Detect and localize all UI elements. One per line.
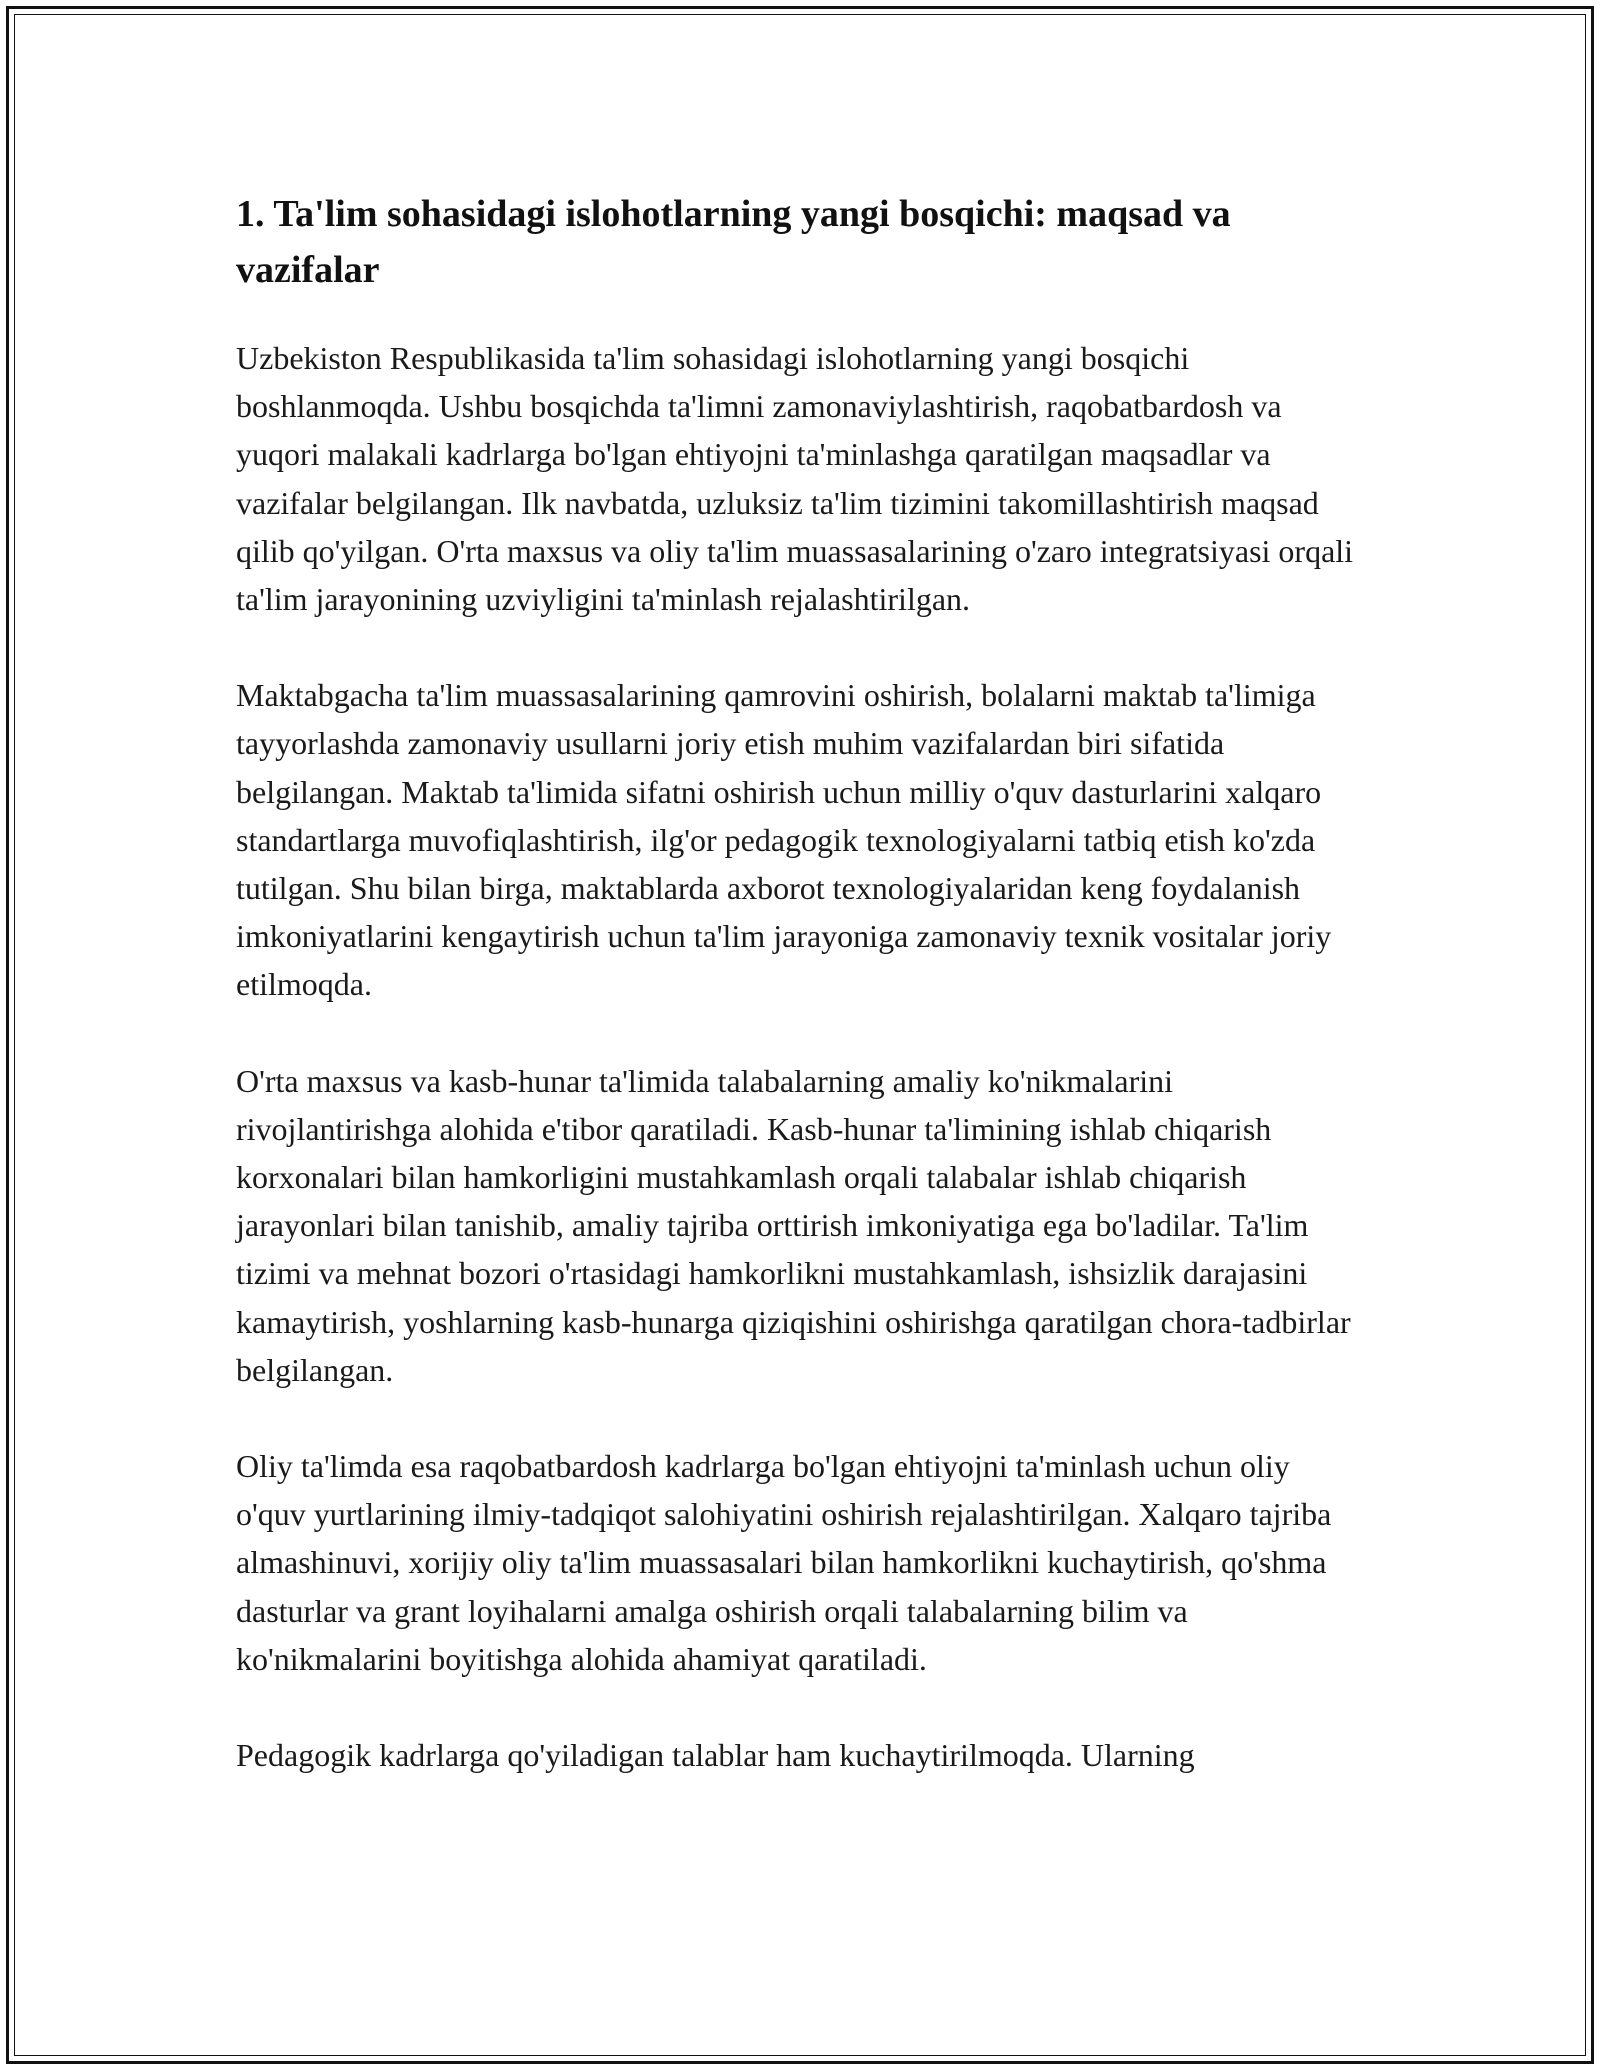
- section-heading: 1. Ta'lim sohasidagi islohotlarning yangi bosqichi: maqsad va vazifalar: [236, 193, 1231, 291]
- paragraph-1: Uzbekiston Respublikasida ta'lim sohasidagi islohotlarning yangi bosqichi boshlanmoqda. Ushbu bosqichda ta'limni zamonaviylashtirish, raqobatbardosh va yuqori malakali kadrlarga bo'lgan ehtiyojni ta'minlashga qaratilgan maqsadlar va vazifalar belgilangan. Ilk navbatda, uzluksiz ta'lim tizimini takomillashtirish maqsad qilib qo'yilgan. O'rta maxsus va oliy ta'lim muassasalarining o'zaro integratsiyasi orqali ta'lim jarayonining uzviyligini ta'minlash rejalashtirilgan.: [236, 340, 1354, 618]
- paragraph-2: Maktabgacha ta'lim muassasalarining qamrovini oshirish, bolalarni maktab ta'limiga tayyorlashda zamonaviy usullarni joriy etish muhim vazifalardan biri sifatida belgilangan. Maktab ta'limida sifatni oshirish uchun milliy o'quv dasturlarini xalqaro standartlarga muvofiqlashtirish, ilg'or pedagogik texnologiyalarni tatbiq etish ko'zda tutilgan. Shu bilan birga, maktablarda axborot texnologiyalaridan keng foydalanish imkoniyatlarini kengaytirish uchun ta'lim jarayoniga zamonaviy texnik vositalar joriy etilmoqda.: [236, 677, 1332, 1003]
- document-body: [236, 186, 1366, 1827]
- paragraph-3: O'rta maxsus va kasb-hunar ta'limida talabalarning amaliy ko'nikmalarini rivojlantirishga alohida e'tibor qaratiladi. Kasb-hunar ta'limining ishlab chiqarish korxonalari bilan hamkorligini mustahkamlash orqali talabalar ishlab chiqarish jarayonlari bilan tanishib, amaliy tajriba orttirish imkoniyatiga ega bo'ladilar. Ta'lim tizimi va mehnat bozori o'rtasidagi hamkorlikni mustahkamlash, ishsizlik darajasini kamaytirish, yoshlarning kasb-hunarga qiziqishini oshirishga qaratilgan chora-tadbirlar belgilangan.: [236, 1062, 1351, 1388]
- paragraph-5: Pedagogik kadrlarga qo'yiladigan talablar ham kuchaytirilmoqda. Ularning: [236, 1737, 1195, 1774]
- paragraph-4: Oliy ta'limda esa raqobatbardosh kadrlarga bo'lgan ehtiyojni ta'minlash uchun oliy o'quv yurtlarining ilmiy-tadqiqot salohiyatini oshirish rejalashtirilgan. Xalqaro tajriba almashinuvi, xorijiy oliy ta'lim muassasalari bilan hamkorlikni kuchaytirish, qo'shma dasturlar va grant loyihalarni amalga oshirish orqali talabalarning bilim va ko'nikmalarini boyitishga alohida ahamiyat qaratiladi.: [236, 1448, 1332, 1677]
